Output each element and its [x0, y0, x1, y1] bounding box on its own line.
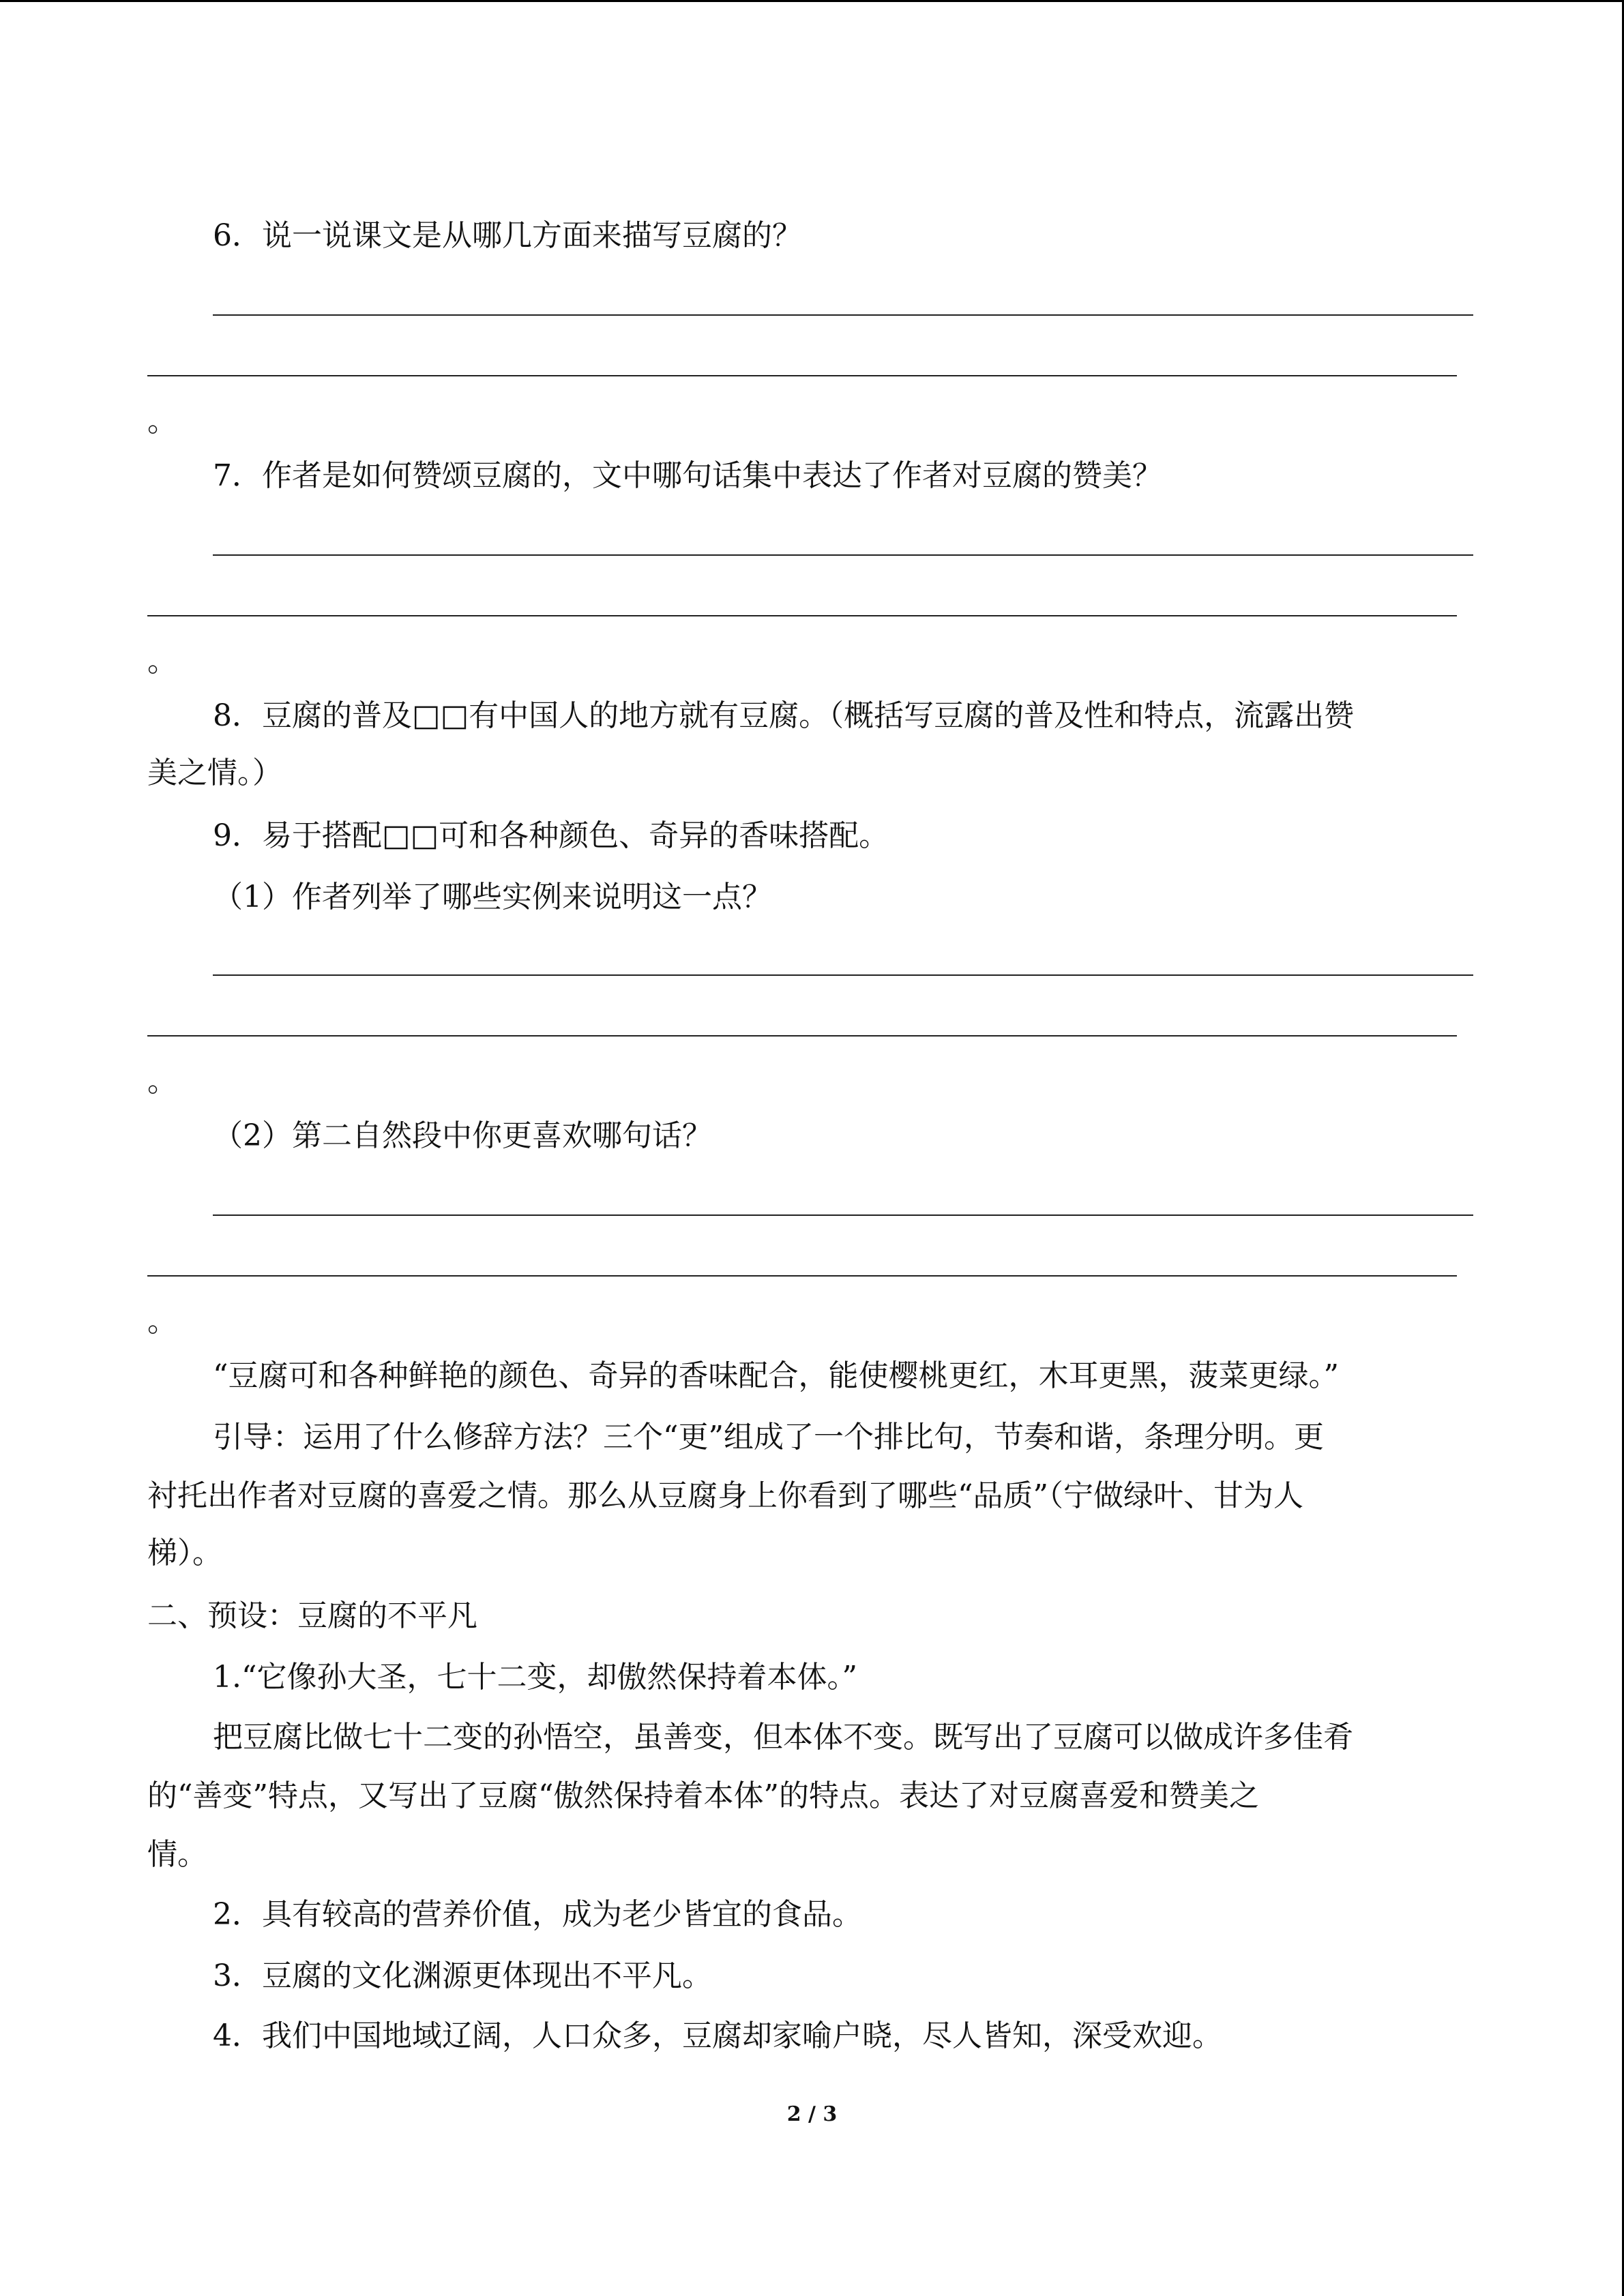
question-6: 6．说一说课文是从哪几方面来描写豆腐的？ — [213, 218, 802, 253]
guide-text: 引导：运用了什么修辞方法？三个“更”组成了一个排比句，节奏和谐，条理分明。更 — [213, 1420, 1324, 1455]
point-3: 3．豆腐的文化渊源更体现出不平凡。 — [213, 1958, 712, 1993]
point-1-explanation: 把豆腐比做七十二变的孙悟空，虽善变，但本体不变。既写出了豆腐可以做成许多佳肴 — [213, 1720, 1353, 1755]
answer-line — [147, 1035, 1457, 1037]
point-4: 4．我们中国地域辽阔，人口众多，豆腐却家喻户晓，尽人皆知，深受欢迎。 — [213, 2018, 1222, 2053]
quote-sentence: “豆腐可和各种鲜艳的颜色、奇异的香味配合，能使樱桃更红，木耳更黑，菠菜更绿。” — [213, 1358, 1339, 1393]
answer-line — [213, 1214, 1473, 1216]
top-border — [0, 0, 1624, 2]
question-7: 7．作者是如何赞颂豆腐的，文中哪句话集中表达了作者对豆腐的赞美？ — [213, 458, 1162, 493]
answer-line — [147, 1275, 1457, 1277]
point-1: 1.“它像孙大圣，七十二变，却傲然保持着本体。” — [213, 1660, 857, 1695]
page-number: 2 / 3 — [786, 2102, 838, 2126]
question-9-2: （2）第二自然段中你更喜欢哪句话？ — [213, 1118, 712, 1153]
answer-line — [213, 314, 1473, 316]
question-8: 8．豆腐的普及□□有中国人的地方就有豆腐。（概括写豆腐的普及性和特点，流露出赞 — [213, 698, 1355, 733]
section-2-title: 二、预设：豆腐的不平凡 — [147, 1598, 477, 1633]
end-mark: 。 — [147, 644, 177, 679]
answer-line — [213, 974, 1473, 976]
guide-text-cont: 梯）。 — [147, 1536, 222, 1570]
point-1-explanation-cont: 情。 — [147, 1837, 207, 1872]
end-mark: 。 — [147, 1064, 177, 1099]
answer-line — [147, 375, 1457, 376]
point-2: 2．具有较高的营养价值，成为老少皆宜的食品。 — [213, 1897, 862, 1932]
question-8-cont: 美之情。） — [147, 756, 282, 790]
answer-line — [147, 615, 1457, 616]
question-9: 9．易于搭配□□可和各种颜色、奇异的香味搭配。 — [213, 818, 889, 853]
guide-text-cont: 衬托出作者对豆腐的喜爱之情。那么从豆腐身上你看到了哪些“品质”（宁做绿叶、甘为人 — [147, 1478, 1303, 1513]
answer-line — [213, 554, 1473, 556]
end-mark: 。 — [147, 404, 177, 438]
question-9-1: （1）作者列举了哪些实例来说明这一点？ — [213, 880, 772, 914]
point-1-explanation-cont: 的“善变”特点，又写出了豆腐“傲然保持着本体”的特点。表达了对豆腐喜爱和赞美之 — [147, 1778, 1259, 1813]
end-mark: 。 — [147, 1304, 177, 1339]
